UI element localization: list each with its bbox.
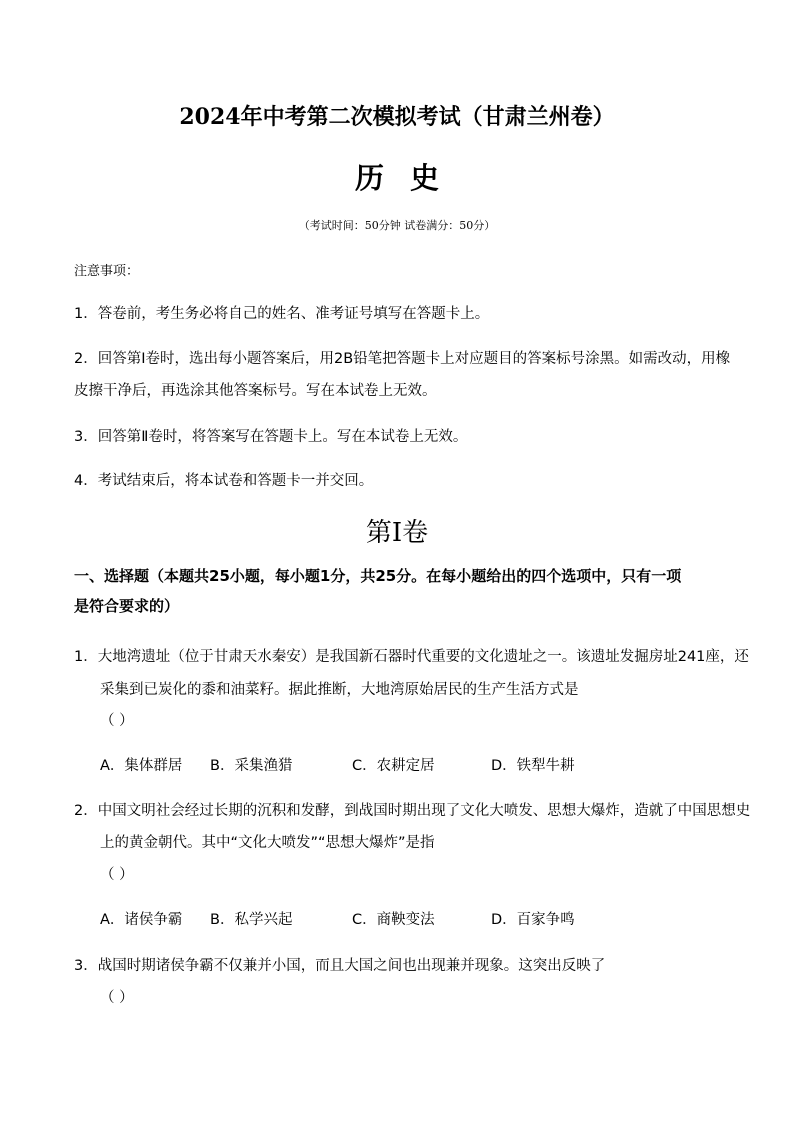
section-heading-cont: 是符合要求的） bbox=[74, 597, 180, 615]
note-item-3: 3．回答第Ⅱ卷时，将答案写在答题卡上。写在本试卷上无效。 bbox=[74, 429, 468, 445]
question-2-option-a: A．诸侯争霸 bbox=[100, 912, 183, 928]
question-2-answer-blank: （ ） bbox=[100, 867, 134, 883]
note-item-2: 2．回答第Ⅰ卷时，选出每小题答案后，用2B铅笔把答题卡上对应题目的答案标号涂黑。如需改动，用橡 bbox=[74, 351, 731, 367]
question-1-text-cont: 采集到已炭化的黍和油菜籽。据此推断，大地湾原始居民的生产生活方式是 bbox=[100, 682, 579, 698]
exam-title: 2024年中考第二次模拟考试（甘肃兰州卷） bbox=[179, 104, 615, 130]
notes-heading: 注意事项： bbox=[74, 264, 140, 279]
note-item-4: 4．考试结束后，将本试卷和答题卡一并交回。 bbox=[74, 473, 374, 489]
volume-title: 第Ⅰ卷 bbox=[365, 518, 429, 548]
question-2-option-d: D．百家争鸣 bbox=[491, 912, 575, 928]
question-1-option-b: B．采集渔猎 bbox=[210, 758, 293, 774]
question-1-text: 1．大地湾遗址（位于甘肃天水秦安）是我国新石器时代重要的文化遗址之一。该遗址发掘房址241座，还 bbox=[74, 649, 749, 665]
subject-title: 历史 bbox=[354, 161, 465, 195]
section-heading: 一、选择题（本题共25小题，每小题1分，共25分。在每小题给出的四个选项中，只有一项 bbox=[74, 567, 682, 585]
question-1-option-a: A．集体群居 bbox=[100, 758, 183, 774]
question-1-answer-blank: （ ） bbox=[100, 713, 134, 729]
question-3-answer-blank: （ ） bbox=[100, 990, 134, 1006]
note-item-2-cont: 皮擦干净后，再选涂其他答案标号。写在本试卷上无效。 bbox=[74, 383, 437, 399]
question-2-text: 2．中国文明社会经过长期的沉积和发酵，到战国时期出现了文化大喷发、思想大爆炸，造就了中国思想史 bbox=[74, 803, 751, 819]
question-1-option-d: D．铁犁牛耕 bbox=[491, 758, 575, 774]
question-2-option-c: C．商鞅变法 bbox=[352, 912, 435, 928]
exam-info: （考试时间：50分钟 试卷满分：50分） bbox=[298, 219, 496, 232]
question-1-option-c: C．农耕定居 bbox=[352, 758, 435, 774]
note-item-1: 1．答卷前，考生务必将自己的姓名、准考证号填写在答题卡上。 bbox=[74, 306, 490, 322]
question-2-text-cont: 上的黄金朝代。其中“文化大喷发”“思想大爆炸”是指 bbox=[100, 835, 435, 851]
question-2-options bbox=[100, 908, 700, 928]
question-3-text: 3．战国时期诸侯争霸不仅兼并小国，而且大国之间也出现兼并现象。这突出反映了 bbox=[74, 958, 606, 974]
question-1-options bbox=[100, 754, 700, 774]
question-2-option-b: B．私学兴起 bbox=[210, 912, 293, 928]
